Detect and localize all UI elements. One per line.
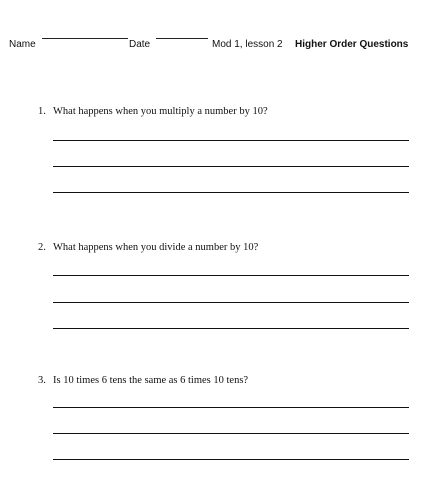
name-blank [42,38,128,39]
name-label: Name [9,39,36,50]
answer-line [53,328,409,329]
answer-line [53,459,409,460]
answer-line [53,275,409,276]
question-number: 1. [38,106,46,117]
worksheet-title: Higher Order Questions [295,39,409,50]
question-number: 2. [38,242,46,253]
answer-line [53,407,409,408]
date-label: Date [129,39,151,50]
answer-line [53,192,409,193]
answer-line [53,140,409,141]
answer-line [53,302,409,303]
question-text: What happens when you divide a number by 10? [53,242,259,253]
question-text: What happens when you multiply a number by 10? [53,106,268,117]
question-number: 3. [38,375,46,386]
lesson-label: Mod 1, lesson 2 [212,39,283,50]
answer-line [53,166,409,167]
date-blank [156,38,208,39]
question-text: Is 10 times 6 tens the same as 6 times 10 tens? [53,375,249,386]
answer-line [53,433,409,434]
worksheet-header [9,38,439,52]
